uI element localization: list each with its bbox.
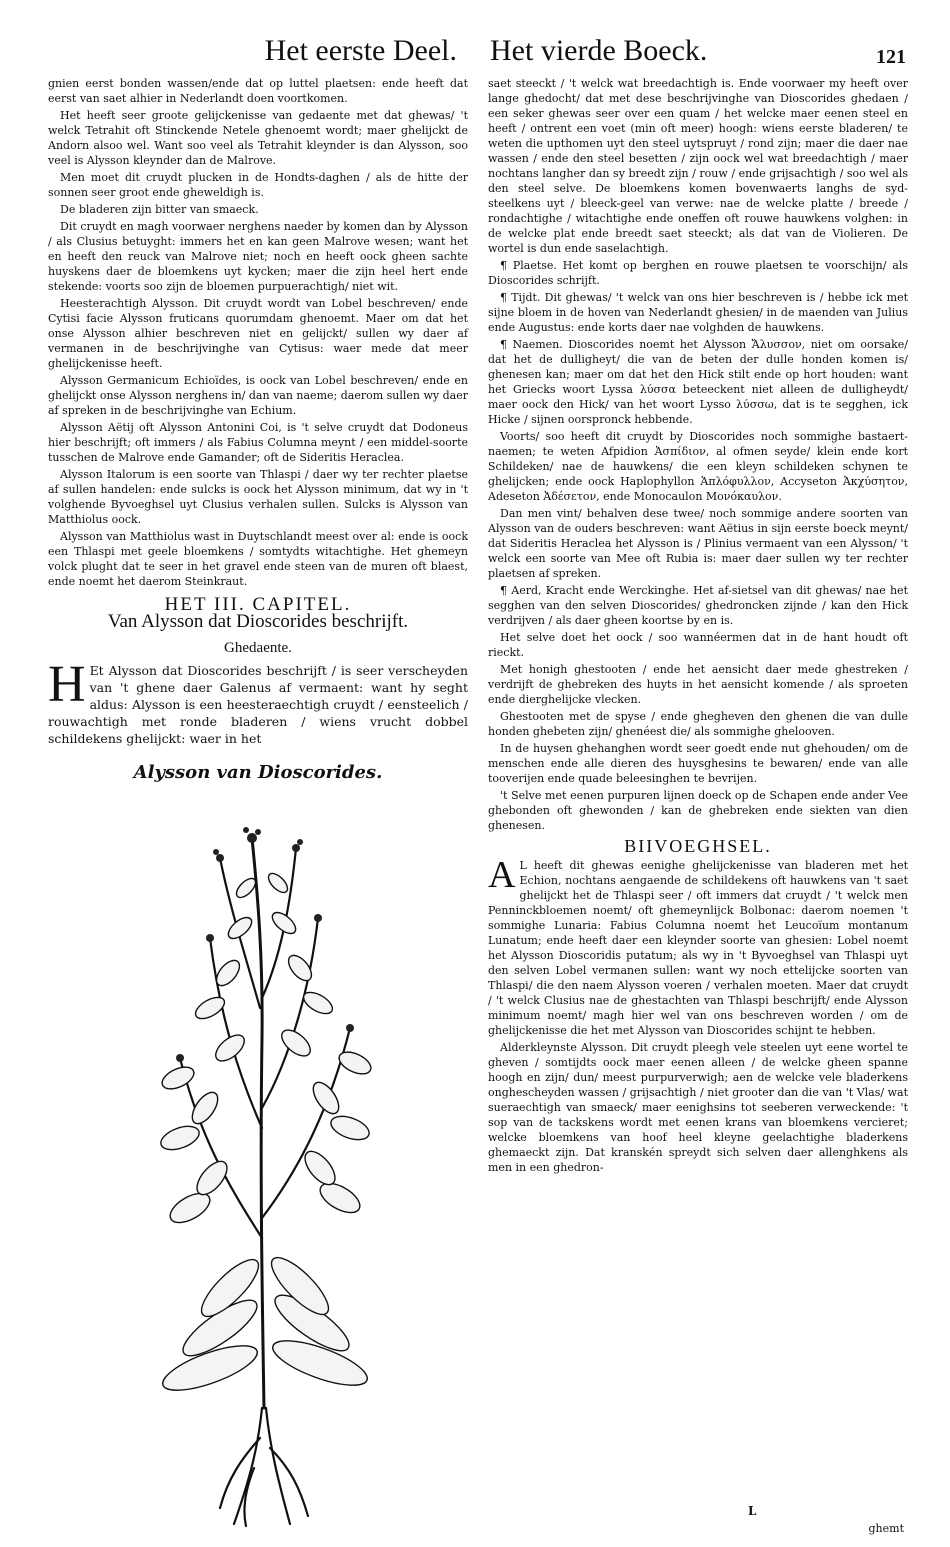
paragraph: De bladeren zijn bitter van smaeck. (60, 203, 259, 216)
running-header-right: Het vierde Boeck. (490, 34, 708, 67)
section-heading: Ghedaente. (224, 640, 292, 656)
paragraph: ¶ Plaetse. Het komt op berghen en rouwe plaetsen te voorschijn/ als Dioscorides schrijft. (488, 259, 908, 287)
paragraph: Ghestooten met de spyse / ende ghegheven den ghenen die van dulle honden ghebeten zijn/ ghenéest die/ als sommighe ghelooven. (488, 710, 908, 738)
bijvoeghsel-text: L heeft dit ghewas eenighe ghelijckenisse van bladeren met het Echion, nochtans aengaende de schildekens oft hauwkens van 't saet ghelijckt het de Thlaspi seer / oft immers dat cruydt / 't welck men Penninckbloemen noemt/ oft ghemeynlijck Bolbonac: daerom noemen 't sommighe Lunaria: Fabius Columna noemt het Leucoïum montanum Lunatum; ende heeft daer een kleynder soorte van ghesien: Lobel noemt het Alysson Dioscoridis putatum; als wy in 't Byvoeghsel van Thlaspi uyt den selven Lobel vermanen sullen: want wy noch ettelijcke soorten van Thlaspi/ die den naem Alysson voeren / verhalen moeten. Maer dat cruydt / 't welck Clusius nae de ghestachten van Thlaspi beschrijft/ ende Alysson minimum noemt/ magh hier wel van ons beschreven worden / om de ghelijckenisse die het met Alysson van Dioscorides schijnt te hebben. (488, 859, 908, 1037)
catchword: ghemt (868, 1522, 904, 1535)
running-header-left: Het eerste Deel. (264, 34, 457, 67)
paragraph: Alysson Aëtij oft Alysson Antonini Coi, is 't selve cruydt dat Dodoneus hier beschrijft; oft immers / als Fabius Columna meynt / een middel-soorte tusschen de Malrove ende Gamander; oft de Sideritis Heraclea. (48, 421, 468, 464)
paragraph: Heesterachtigh Alysson. Dit cruydt wordt van Lobel beschreven/ ende Cytisi facie Alysson fruticans quorumdam ghenoemt. Maer om dat het onse Alysson alhier beschreven niet en gelijckt/ sullen wy daer af vermanen in de beschrijvinghe van Cytisus: waer mede dat meer ghelijckenisse heeft. (48, 297, 468, 370)
paragraph: saet steeckt / 't welck wat breedachtigh is. Ende voorwaer my heeft over lange ghedocht/ dat met dese beschrijvinghe van Dioscorides ghedaen / een seker ghewas seer over een quam / het welcke maer eenen steel en heeft / ontrent een voet (min oft meer) hoogh: wiens eerste bladeren/ te weten die upthomen uyt den steel uytspruyt / rond zijn; maer die daer nae wassen / ende den steel besetten / zijn oock wel wat breedachtigh / maer nochtans langher dan sy breedt zijn / rouw / ende grijsachtigh / soo wel als den steel selve. De bloemkens komen bovenwaerts langhs de syd-steelkens uyt / bleeck-geel van verwe: nae de welcke platte / breede / rondachtighe / witachtighe ende oneffen oft rouwe hauwkens volghen: in de welcke plat ende breedt saet steeckt; als dat van de Violieren. De wortel is dun ende saselachtigh. (488, 77, 908, 255)
drop-cap: A (488, 854, 516, 896)
paragraph: Dan men vint/ behalven dese twee/ noch sommige andere soorten van Alysson van de ouders beschreven: want Aëtius in sijn eerste boeck meynt/ dat Sideritis Heraclea het Alysson is / Plinius vermaent van een Alysson/ 't welck een soorte van Mee oft Rubia is: maer daer sullen wy ter rechter plaetsen af spreken. (488, 507, 908, 580)
paragraph: Dit cruydt en magh voorwaer nerghens naeder by komen dan by Alysson / als Clusius betuyght: immers het en kan geen Malrove wesen; want het en heeft den reuck van Malrove niet; noch en heeft oock gheen sachte huyskens daer de bloemkens uyt kycken; maer die zijn heel hert ende stekende: voorts soo zijn de bloemen purpuerachtigh/ niet wit. (48, 220, 468, 293)
paragraph: gnien eerst bonden wassen/ende dat op luttel plaetsen: ende heeft dat eerst van saet alhier in Nederlandt doen voortkomen. (48, 77, 468, 105)
paragraph: ¶ Naemen. Dioscorides noemt het Alysson Ἄλυσσον, niet om oorsake/ dat het de dulligheyt/ die van de beten der dulle honden komen is/ ghenesen kan; maer om dat het den Hick stilt ende op hort houden: want het Griecks woort Lyssa λύσσα beteeckent niet alleen de dulligheydt/ maer oock den Hick/ van het woort Lysso λύσσω, dat is te segghen, ick Hicke / sijnen oorspronck hebbende. (488, 338, 908, 426)
paragraph: Het heeft seer groote gelijckenisse van gedaente met dat ghewas/ 't welck Tetrahit oft Stinckende Netele ghenoemt wordt; maer ghelijckt de Andorn alsoo wel. Want soo veel als Tetrahit kleynder is dan Alysson, soo veel is Alysson kleynder dan de Malrove. (48, 109, 468, 167)
signature-mark: L (748, 1504, 757, 1518)
drop-cap: H (48, 656, 86, 713)
paragraph: Alysson van Matthiolus wast in Duytschlandt meest over al: ende is oock een Thlaspi met geele bloemkens / somtydts witachtighe. Het ghemeyn volck plught dat te seer in het gravel ende steen van de muren oft blaest, ende noemt het daerom Steinkraut. (48, 530, 468, 588)
paragraph: 't Selve met eenen purpuren lijnen doeck op de Schapen ende ander Vee ghebonden oft ghewonden / kan de ghebreken ende siekten van dien ghenesen. (488, 789, 908, 832)
page-number: 121 (876, 46, 906, 68)
paragraph: Het selve doet het oock / soo wannéermen dat in de hant houdt oft rieckt. (488, 631, 908, 659)
paragraph: In de huysen ghehanghen wordt seer goedt ende nut ghehouden/ om de menschen ende alle dieren des huysghesins te bewaren/ ende van alle tooverijen ende quade beleesinghen te bevrijen. (488, 742, 908, 785)
paragraph: Voorts/ soo heeft dit cruydt by Dioscorides noch sommighe bastaert-naemen; te weten Afpidion Ἀσπίδιον, al ofmen seyde/ klein ende kort Schildeken/ nae de hauwkens/ die een kleyn schildeken schynen te ghelijcken; ende oock Haplophyllon Ἁπλόφυλλον, Accyseton Ἀκχύσητον, Adeseton Ἀδέσετον, ende Monocaulon Μονόκαυλον. (488, 430, 908, 503)
chapter-title: HET III. CAPITEL. (164, 594, 352, 615)
paragraph: ¶ Tijdt. Dit ghewas/ 't welck van ons hier beschreven is / hebbe ick met sijne bloem in de hoven van Nederlandt ghesien/ in de maenden van Julius ende Augustus: ende korts daer nae volghden de hauwkens. (488, 291, 908, 334)
bijvoeghsel-paragraph (488, 854, 908, 1038)
figure-caption: Alysson van Dioscorides. (133, 762, 383, 783)
paragraph: Alysson Italorum is een soorte van Thlaspi / daer wy ter rechter plaetse af sullen handelen: ende sulcks is oock het Alysson minimum, dat wy in 't volghende Byvoeghsel uyt Clusius verhalen sullen. Sulcks is Alysson van Matthiolus oock. (48, 468, 468, 526)
chapter-subtitle: Van Alysson dat Dioscorides beschrijft. (107, 611, 409, 632)
right-column (488, 76, 908, 1177)
paragraph: Alysson Germanicum Echioïdes, is oock van Lobel beschreven/ ende en ghelijckt onse Alysson nerghens in/ dan van naeme; daerom sullen wy daer af spreken in de beschrijvinghe van Echium. (48, 374, 468, 417)
paragraph: Alderkleynste Alysson. Dit cruydt pleegh vele steelen uyt eene wortel te gheven / somtijdts oock maer eenen alleen / de welcke gheen spanne hoogh en zijn/ dun/ meest purpurverwigh; aen de welcke vele bladerkens onghescheyden wassen / grijsachtigh / niet grooter dan die van 't Vlas/ wat sueraechtigh van smaeck/ maer eenighsins tot seeberen verweckende: 't sop van de tackskens wordt met eenen krans van bloemkens vercieret; welcke bloemkens van hoof heel kleyne geelachtighe bladerkens ghemaeckt zijn. Dat kranskén spreydt sich selven daer allenghkens als men in een ghedron- (488, 1041, 908, 1174)
paragraph: Men moet dit cruydt plucken in de Hondts-daghen / als de hitte der sonnen seer groot ende gheweldigh is. (48, 171, 468, 199)
lead-paragraph (48, 656, 468, 747)
paragraph: ¶ Aerd, Kracht ende Werckinghe. Het af-sietsel van dit ghewas/ nae het segghen van den selven Dioscorides/ ghedroncken zijnde / kan den Hick verdrijven / als daer gheen koortse by en is. (488, 584, 908, 627)
paragraph: Met honigh ghestooten / ende het aensicht daer mede ghestreken / verdrijft de ghebreken des huyts in het aensicht komende / als sproeten ende dierghelijcke vlecken. (488, 663, 908, 706)
lead-text: Et Alysson dat Dioscorides beschrijft / is seer verscheyden van 't ghene daer Galenus af vermaent: want hy seght aldus: Alysson is een heesteraechtigh cruydt / eensteelich / rouwachtigh met ronde bladeren / wiens vrucht dobbel schildekens ghelijckt: waer in het (48, 663, 468, 746)
section-title-bijvoeghsel: BIIVOEGHSEL. (624, 836, 772, 856)
left-column (48, 76, 468, 783)
plant-woodcut-illustration (150, 808, 380, 1528)
